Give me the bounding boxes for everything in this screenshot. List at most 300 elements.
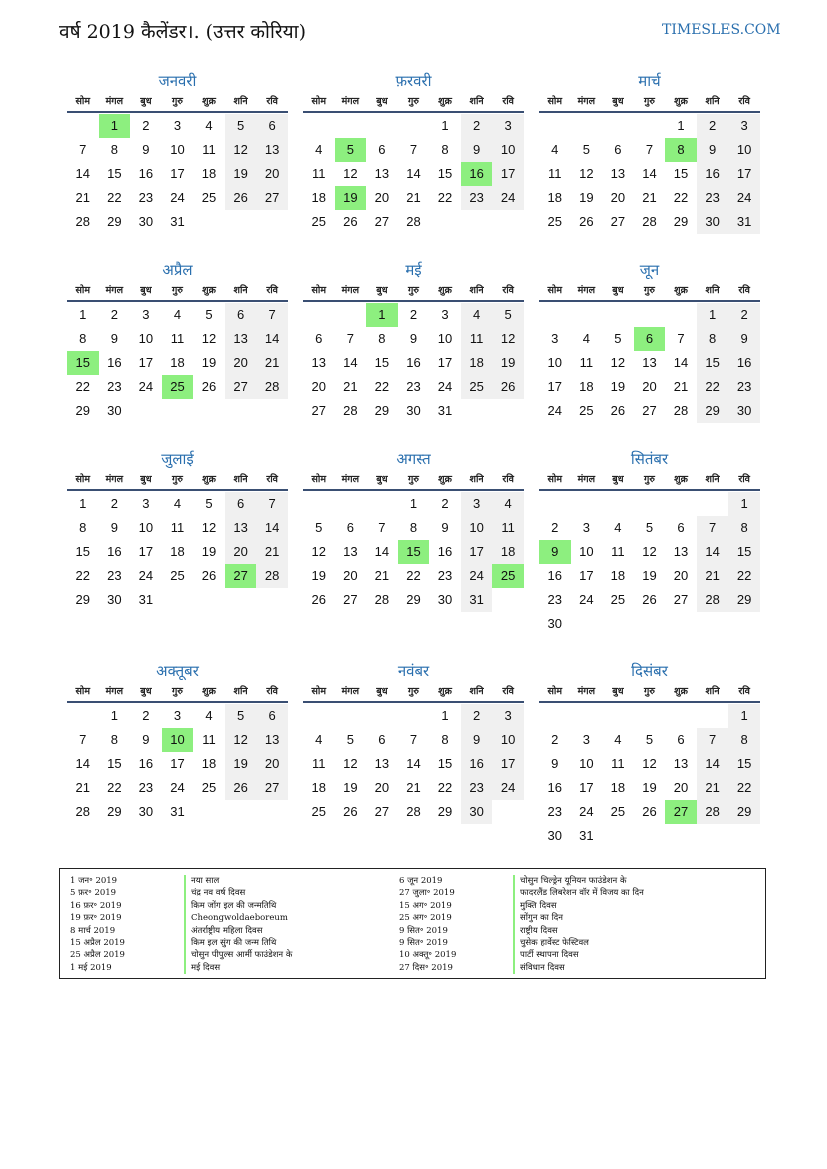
day-cell[interactable]: 29 [728, 588, 760, 612]
day-cell[interactable]: 19 [579, 190, 594, 205]
day-cell[interactable]: 12 [343, 756, 358, 771]
day-cell[interactable]: 5 [346, 732, 354, 747]
day-cell[interactable]: 14 [256, 516, 288, 540]
day-cell[interactable]: 23 [547, 804, 563, 819]
day-cell[interactable]: 26 [642, 592, 657, 607]
day-cell[interactable]: 11 [170, 520, 185, 535]
day-cell[interactable]: 19 [642, 568, 657, 583]
day-cell[interactable]: 5 [582, 142, 590, 157]
day-cell[interactable]: 30 [547, 828, 563, 843]
day-cell[interactable]: 22 [728, 776, 760, 800]
day-cell[interactable]: 21 [256, 540, 288, 564]
day-cell[interactable]: 13 [225, 516, 257, 540]
day-cell[interactable]: 9 [539, 540, 571, 564]
day-cell[interactable]: 18 [610, 568, 626, 583]
day-cell[interactable]: 26 [343, 804, 358, 819]
day-cell[interactable]: 15 [728, 752, 760, 776]
day-cell[interactable]: 5 [205, 496, 213, 511]
day-cell[interactable]: 15 [374, 355, 390, 370]
day-cell[interactable]: 23 [461, 186, 493, 210]
day-cell[interactable]: 19 [335, 186, 367, 210]
day-cell[interactable]: 15 [673, 166, 689, 181]
day-cell[interactable]: 2 [110, 496, 118, 511]
day-cell[interactable]: 26 [492, 375, 524, 399]
day-cell[interactable]: 15 [697, 351, 729, 375]
day-cell[interactable]: 16 [406, 355, 421, 370]
day-cell[interactable]: 1 [697, 303, 729, 327]
day-cell[interactable]: 21 [406, 190, 421, 205]
day-cell[interactable]: 30 [697, 210, 729, 234]
day-cell[interactable]: 26 [201, 379, 217, 394]
day-cell[interactable]: 26 [311, 592, 327, 607]
day-cell[interactable]: 9 [697, 138, 729, 162]
day-cell[interactable]: 17 [170, 756, 185, 771]
day-cell[interactable]: 25 [201, 190, 217, 205]
day-cell[interactable]: 1 [728, 704, 760, 728]
day-cell[interactable]: 16 [138, 756, 154, 771]
day-cell[interactable]: 15 [728, 540, 760, 564]
day-cell[interactable]: 14 [75, 166, 91, 181]
day-cell[interactable]: 3 [441, 307, 449, 322]
day-cell[interactable]: 17 [138, 355, 154, 370]
day-cell[interactable]: 24 [170, 780, 185, 795]
day-cell[interactable]: 24 [437, 379, 453, 394]
day-cell[interactable]: 2 [461, 704, 493, 728]
day-cell[interactable]: 25 [610, 592, 626, 607]
day-cell[interactable]: 11 [579, 355, 594, 370]
day-cell[interactable]: 10 [162, 728, 194, 752]
day-cell[interactable]: 9 [461, 728, 493, 752]
day-cell[interactable]: 2 [110, 307, 118, 322]
day-cell[interactable]: 3 [173, 118, 182, 133]
day-cell[interactable]: 14 [642, 166, 657, 181]
day-cell[interactable]: 8 [697, 327, 729, 351]
day-cell[interactable]: 27 [343, 592, 358, 607]
day-cell[interactable]: 27 [374, 214, 390, 229]
day-cell[interactable]: 22 [673, 190, 689, 205]
day-cell[interactable]: 3 [582, 520, 590, 535]
day-cell[interactable]: 24 [138, 379, 154, 394]
day-cell[interactable]: 2 [409, 307, 418, 322]
day-cell[interactable]: 12 [610, 355, 626, 370]
day-cell[interactable]: 27 [374, 804, 390, 819]
day-cell[interactable]: 21 [697, 776, 729, 800]
day-cell[interactable]: 7 [378, 520, 386, 535]
day-cell[interactable]: 2 [728, 303, 760, 327]
day-cell[interactable]: 13 [673, 544, 689, 559]
day-cell[interactable]: 7 [79, 142, 87, 157]
day-cell[interactable]: 12 [225, 138, 257, 162]
day-cell[interactable]: 30 [138, 804, 154, 819]
day-cell[interactable]: 11 [461, 327, 493, 351]
day-cell[interactable]: 14 [256, 327, 288, 351]
day-cell[interactable]: 30 [547, 616, 563, 631]
day-cell[interactable]: 2 [551, 520, 559, 535]
day-cell[interactable]: 19 [201, 355, 217, 370]
day-cell[interactable]: 23 [461, 776, 493, 800]
day-cell[interactable]: 11 [312, 756, 326, 771]
day-cell[interactable]: 31 [170, 214, 185, 229]
day-cell[interactable]: 25 [162, 375, 194, 399]
day-cell[interactable]: 16 [728, 351, 760, 375]
day-cell[interactable]: 30 [461, 800, 493, 824]
day-cell[interactable]: 8 [378, 331, 386, 346]
day-cell[interactable]: 4 [551, 142, 559, 157]
day-cell[interactable]: 5 [645, 520, 654, 535]
day-cell[interactable]: 14 [75, 756, 91, 771]
day-cell[interactable]: 21 [75, 780, 91, 795]
day-cell[interactable]: 1 [79, 307, 87, 322]
day-cell[interactable]: 1 [728, 492, 760, 516]
day-cell[interactable]: 6 [634, 327, 666, 351]
day-cell[interactable]: 30 [138, 214, 154, 229]
day-cell[interactable]: 21 [75, 190, 91, 205]
day-cell[interactable]: 11 [170, 331, 185, 346]
day-cell[interactable]: 12 [642, 756, 657, 771]
day-cell[interactable]: 4 [614, 732, 622, 747]
day-cell[interactable]: 5 [614, 331, 622, 346]
day-cell[interactable]: 4 [315, 142, 323, 157]
day-cell[interactable]: 7 [256, 492, 288, 516]
day-cell[interactable]: 22 [728, 564, 760, 588]
day-cell[interactable]: 6 [378, 142, 386, 157]
day-cell[interactable]: 4 [173, 307, 182, 322]
day-cell[interactable]: 8 [665, 138, 697, 162]
day-cell[interactable]: 18 [311, 780, 327, 795]
day-cell[interactable]: 29 [75, 403, 91, 418]
day-cell[interactable]: 27 [225, 564, 257, 588]
day-cell[interactable]: 15 [67, 351, 99, 375]
day-cell[interactable]: 21 [406, 780, 421, 795]
day-cell[interactable]: 6 [256, 704, 288, 728]
day-cell[interactable]: 12 [225, 728, 257, 752]
day-cell[interactable]: 11 [611, 544, 625, 559]
day-cell[interactable]: 23 [697, 186, 729, 210]
day-cell[interactable]: 7 [79, 732, 87, 747]
day-cell[interactable]: 24 [170, 190, 185, 205]
day-cell[interactable]: 22 [107, 780, 122, 795]
day-cell[interactable]: 1 [409, 496, 418, 511]
day-cell[interactable]: 10 [492, 138, 524, 162]
day-cell[interactable]: 30 [437, 592, 453, 607]
day-cell[interactable]: 16 [107, 355, 122, 370]
day-cell[interactable]: 18 [547, 190, 563, 205]
day-cell[interactable]: 6 [677, 520, 685, 535]
day-cell[interactable]: 30 [728, 399, 760, 423]
day-cell[interactable]: 18 [311, 190, 327, 205]
day-cell[interactable]: 10 [579, 544, 594, 559]
day-cell[interactable]: 22 [75, 379, 91, 394]
day-cell[interactable]: 26 [610, 403, 626, 418]
day-cell[interactable]: 12 [579, 166, 594, 181]
day-cell[interactable]: 19 [642, 780, 657, 795]
day-cell[interactable]: 28 [697, 588, 729, 612]
day-cell[interactable]: 25 [492, 564, 524, 588]
day-cell[interactable]: 15 [398, 540, 430, 564]
day-cell[interactable]: 10 [547, 355, 563, 370]
day-cell[interactable]: 13 [256, 728, 288, 752]
day-cell[interactable]: 5 [225, 114, 257, 138]
day-cell[interactable]: 14 [697, 540, 729, 564]
day-cell[interactable]: 24 [492, 186, 524, 210]
day-cell[interactable]: 2 [461, 114, 493, 138]
day-cell[interactable]: 10 [579, 756, 594, 771]
day-cell[interactable]: 11 [611, 756, 625, 771]
day-cell[interactable]: 25 [311, 804, 327, 819]
day-cell[interactable]: 5 [645, 732, 654, 747]
day-cell[interactable]: 9 [461, 138, 493, 162]
day-cell[interactable]: 3 [173, 708, 182, 723]
day-cell[interactable]: 20 [610, 190, 626, 205]
day-cell[interactable]: 31 [437, 403, 453, 418]
day-cell[interactable]: 5 [205, 307, 213, 322]
day-cell[interactable]: 28 [343, 403, 358, 418]
day-cell[interactable]: 20 [343, 568, 358, 583]
day-cell[interactable]: 3 [142, 307, 150, 322]
day-cell[interactable]: 12 [201, 331, 217, 346]
day-cell[interactable]: 25 [579, 403, 594, 418]
day-cell[interactable]: 31 [579, 828, 594, 843]
day-cell[interactable]: 17 [461, 540, 493, 564]
day-cell[interactable]: 22 [107, 190, 122, 205]
day-cell[interactable]: 22 [75, 568, 91, 583]
day-cell[interactable]: 8 [441, 732, 449, 747]
day-cell[interactable]: 8 [409, 520, 418, 535]
day-cell[interactable]: 20 [256, 162, 288, 186]
day-cell[interactable]: 23 [138, 780, 154, 795]
day-cell[interactable]: 9 [142, 732, 150, 747]
day-cell[interactable]: 10 [170, 142, 185, 157]
day-cell[interactable]: 16 [107, 544, 122, 559]
day-cell[interactable]: 15 [75, 544, 91, 559]
day-cell[interactable]: 6 [677, 732, 685, 747]
day-cell[interactable]: 7 [645, 142, 654, 157]
day-cell[interactable]: 8 [728, 516, 760, 540]
day-cell[interactable]: 10 [437, 331, 453, 346]
day-cell[interactable]: 7 [697, 516, 729, 540]
day-cell[interactable]: 7 [409, 142, 418, 157]
day-cell[interactable]: 31 [170, 804, 185, 819]
day-cell[interactable]: 1 [110, 708, 118, 723]
day-cell[interactable]: 4 [582, 331, 590, 346]
day-cell[interactable]: 26 [343, 214, 358, 229]
day-cell[interactable]: 29 [673, 214, 689, 229]
day-cell[interactable]: 30 [107, 592, 122, 607]
day-cell[interactable]: 1 [441, 118, 449, 133]
day-cell[interactable]: 8 [79, 331, 87, 346]
day-cell[interactable]: 10 [138, 331, 154, 346]
day-cell[interactable]: 19 [311, 568, 327, 583]
day-cell[interactable]: 3 [728, 114, 760, 138]
day-cell[interactable]: 13 [343, 544, 358, 559]
day-cell[interactable]: 17 [437, 355, 453, 370]
day-cell[interactable]: 23 [406, 379, 421, 394]
day-cell[interactable]: 21 [374, 568, 390, 583]
day-cell[interactable]: 17 [728, 162, 760, 186]
day-cell[interactable]: 10 [728, 138, 760, 162]
day-cell[interactable]: 20 [374, 780, 390, 795]
day-cell[interactable]: 9 [409, 331, 418, 346]
day-cell[interactable]: 8 [110, 142, 118, 157]
day-cell[interactable]: 14 [374, 544, 390, 559]
day-cell[interactable]: 5 [225, 704, 257, 728]
day-cell[interactable]: 29 [107, 214, 122, 229]
day-cell[interactable]: 18 [579, 379, 594, 394]
day-cell[interactable]: 20 [374, 190, 390, 205]
day-cell[interactable]: 8 [728, 728, 760, 752]
day-cell[interactable]: 31 [138, 592, 154, 607]
day-cell[interactable]: 28 [256, 375, 288, 399]
day-cell[interactable]: 7 [697, 728, 729, 752]
day-cell[interactable]: 19 [225, 162, 257, 186]
day-cell[interactable]: 24 [579, 804, 594, 819]
day-cell[interactable]: 19 [610, 379, 626, 394]
day-cell[interactable]: 29 [107, 804, 122, 819]
day-cell[interactable]: 4 [614, 520, 622, 535]
day-cell[interactable]: 16 [138, 166, 154, 181]
day-cell[interactable]: 18 [610, 780, 626, 795]
day-cell[interactable]: 7 [409, 732, 418, 747]
site-logo-text[interactable]: TIMESLES.COM [662, 22, 781, 38]
day-cell[interactable]: 25 [461, 375, 493, 399]
day-cell[interactable]: 25 [201, 780, 217, 795]
day-cell[interactable]: 23 [107, 568, 122, 583]
day-cell[interactable]: 16 [547, 568, 563, 583]
day-cell[interactable]: 2 [697, 114, 729, 138]
day-cell[interactable]: 22 [437, 780, 453, 795]
day-cell[interactable]: 17 [492, 162, 524, 186]
day-cell[interactable]: 10 [138, 520, 154, 535]
day-cell[interactable]: 16 [461, 752, 493, 776]
day-cell[interactable]: 6 [256, 114, 288, 138]
day-cell[interactable]: 15 [107, 166, 122, 181]
day-cell[interactable]: 23 [107, 379, 122, 394]
day-cell[interactable]: 11 [312, 166, 326, 181]
day-cell[interactable]: 1 [366, 303, 398, 327]
day-cell[interactable]: 19 [492, 351, 524, 375]
day-cell[interactable]: 2 [551, 732, 559, 747]
day-cell[interactable]: 11 [548, 166, 562, 181]
day-cell[interactable]: 28 [374, 592, 390, 607]
day-cell[interactable]: 11 [202, 142, 216, 157]
day-cell[interactable]: 9 [110, 331, 118, 346]
day-cell[interactable]: 5 [335, 138, 367, 162]
day-cell[interactable]: 19 [343, 780, 358, 795]
day-cell[interactable]: 20 [311, 379, 327, 394]
day-cell[interactable]: 28 [406, 214, 421, 229]
day-cell[interactable]: 6 [225, 492, 257, 516]
day-cell[interactable]: 22 [374, 379, 390, 394]
day-cell[interactable]: 30 [406, 403, 421, 418]
day-cell[interactable]: 7 [256, 303, 288, 327]
day-cell[interactable]: 1 [79, 496, 87, 511]
day-cell[interactable]: 7 [677, 331, 685, 346]
day-cell[interactable]: 27 [256, 186, 288, 210]
day-cell[interactable]: 20 [642, 379, 657, 394]
day-cell[interactable]: 16 [697, 162, 729, 186]
day-cell[interactable]: 16 [547, 780, 563, 795]
day-cell[interactable]: 20 [256, 752, 288, 776]
day-cell[interactable]: 9 [728, 327, 760, 351]
day-cell[interactable]: 3 [461, 492, 493, 516]
day-cell[interactable]: 28 [697, 800, 729, 824]
day-cell[interactable]: 3 [582, 732, 590, 747]
day-cell[interactable]: 2 [441, 496, 449, 511]
day-cell[interactable]: 4 [461, 303, 493, 327]
day-cell[interactable]: 12 [492, 327, 524, 351]
day-cell[interactable]: 21 [343, 379, 358, 394]
day-cell[interactable]: 19 [225, 752, 257, 776]
day-cell[interactable]: 3 [492, 704, 524, 728]
day-cell[interactable]: 22 [437, 190, 453, 205]
day-cell[interactable]: 24 [138, 568, 154, 583]
day-cell[interactable]: 1 [441, 708, 449, 723]
day-cell[interactable]: 28 [256, 564, 288, 588]
day-cell[interactable]: 8 [441, 142, 449, 157]
day-cell[interactable]: 18 [492, 540, 524, 564]
day-cell[interactable]: 9 [142, 142, 150, 157]
day-cell[interactable]: 18 [170, 544, 185, 559]
day-cell[interactable]: 14 [673, 355, 689, 370]
day-cell[interactable]: 13 [610, 166, 626, 181]
day-cell[interactable]: 22 [697, 375, 729, 399]
day-cell[interactable]: 25 [610, 804, 626, 819]
day-cell[interactable]: 8 [79, 520, 87, 535]
day-cell[interactable]: 23 [547, 592, 563, 607]
day-cell[interactable]: 15 [437, 166, 453, 181]
day-cell[interactable]: 13 [374, 166, 390, 181]
day-cell[interactable]: 13 [642, 355, 657, 370]
day-cell[interactable]: 7 [346, 331, 354, 346]
day-cell[interactable]: 24 [579, 592, 594, 607]
day-cell[interactable]: 16 [461, 162, 493, 186]
day-cell[interactable]: 24 [547, 403, 563, 418]
day-cell[interactable]: 28 [406, 804, 421, 819]
day-cell[interactable]: 4 [173, 496, 182, 511]
day-cell[interactable]: 2 [142, 118, 150, 133]
day-cell[interactable]: 4 [205, 118, 213, 133]
day-cell[interactable]: 27 [665, 800, 697, 824]
day-cell[interactable]: 13 [311, 355, 327, 370]
day-cell[interactable]: 22 [406, 568, 421, 583]
day-cell[interactable]: 23 [437, 568, 453, 583]
day-cell[interactable]: 29 [437, 804, 453, 819]
day-cell[interactable]: 13 [256, 138, 288, 162]
day-cell[interactable]: 3 [492, 114, 524, 138]
day-cell[interactable]: 24 [461, 564, 493, 588]
day-cell[interactable]: 18 [201, 756, 217, 771]
day-cell[interactable]: 15 [437, 756, 453, 771]
day-cell[interactable]: 26 [201, 568, 217, 583]
day-cell[interactable]: 27 [642, 403, 657, 418]
day-cell[interactable]: 28 [75, 804, 91, 819]
day-cell[interactable]: 23 [728, 375, 760, 399]
day-cell[interactable]: 12 [201, 520, 217, 535]
day-cell[interactable]: 18 [201, 166, 217, 181]
day-cell[interactable]: 29 [406, 592, 421, 607]
day-cell[interactable]: 13 [374, 756, 390, 771]
day-cell[interactable]: 14 [406, 756, 421, 771]
day-cell[interactable]: 24 [728, 186, 760, 210]
day-cell[interactable]: 28 [642, 214, 657, 229]
day-cell[interactable]: 17 [492, 752, 524, 776]
day-cell[interactable]: 5 [315, 520, 323, 535]
day-cell[interactable]: 21 [256, 351, 288, 375]
day-cell[interactable]: 5 [492, 303, 524, 327]
day-cell[interactable]: 27 [311, 403, 327, 418]
day-cell[interactable]: 27 [256, 776, 288, 800]
day-cell[interactable]: 18 [461, 351, 493, 375]
